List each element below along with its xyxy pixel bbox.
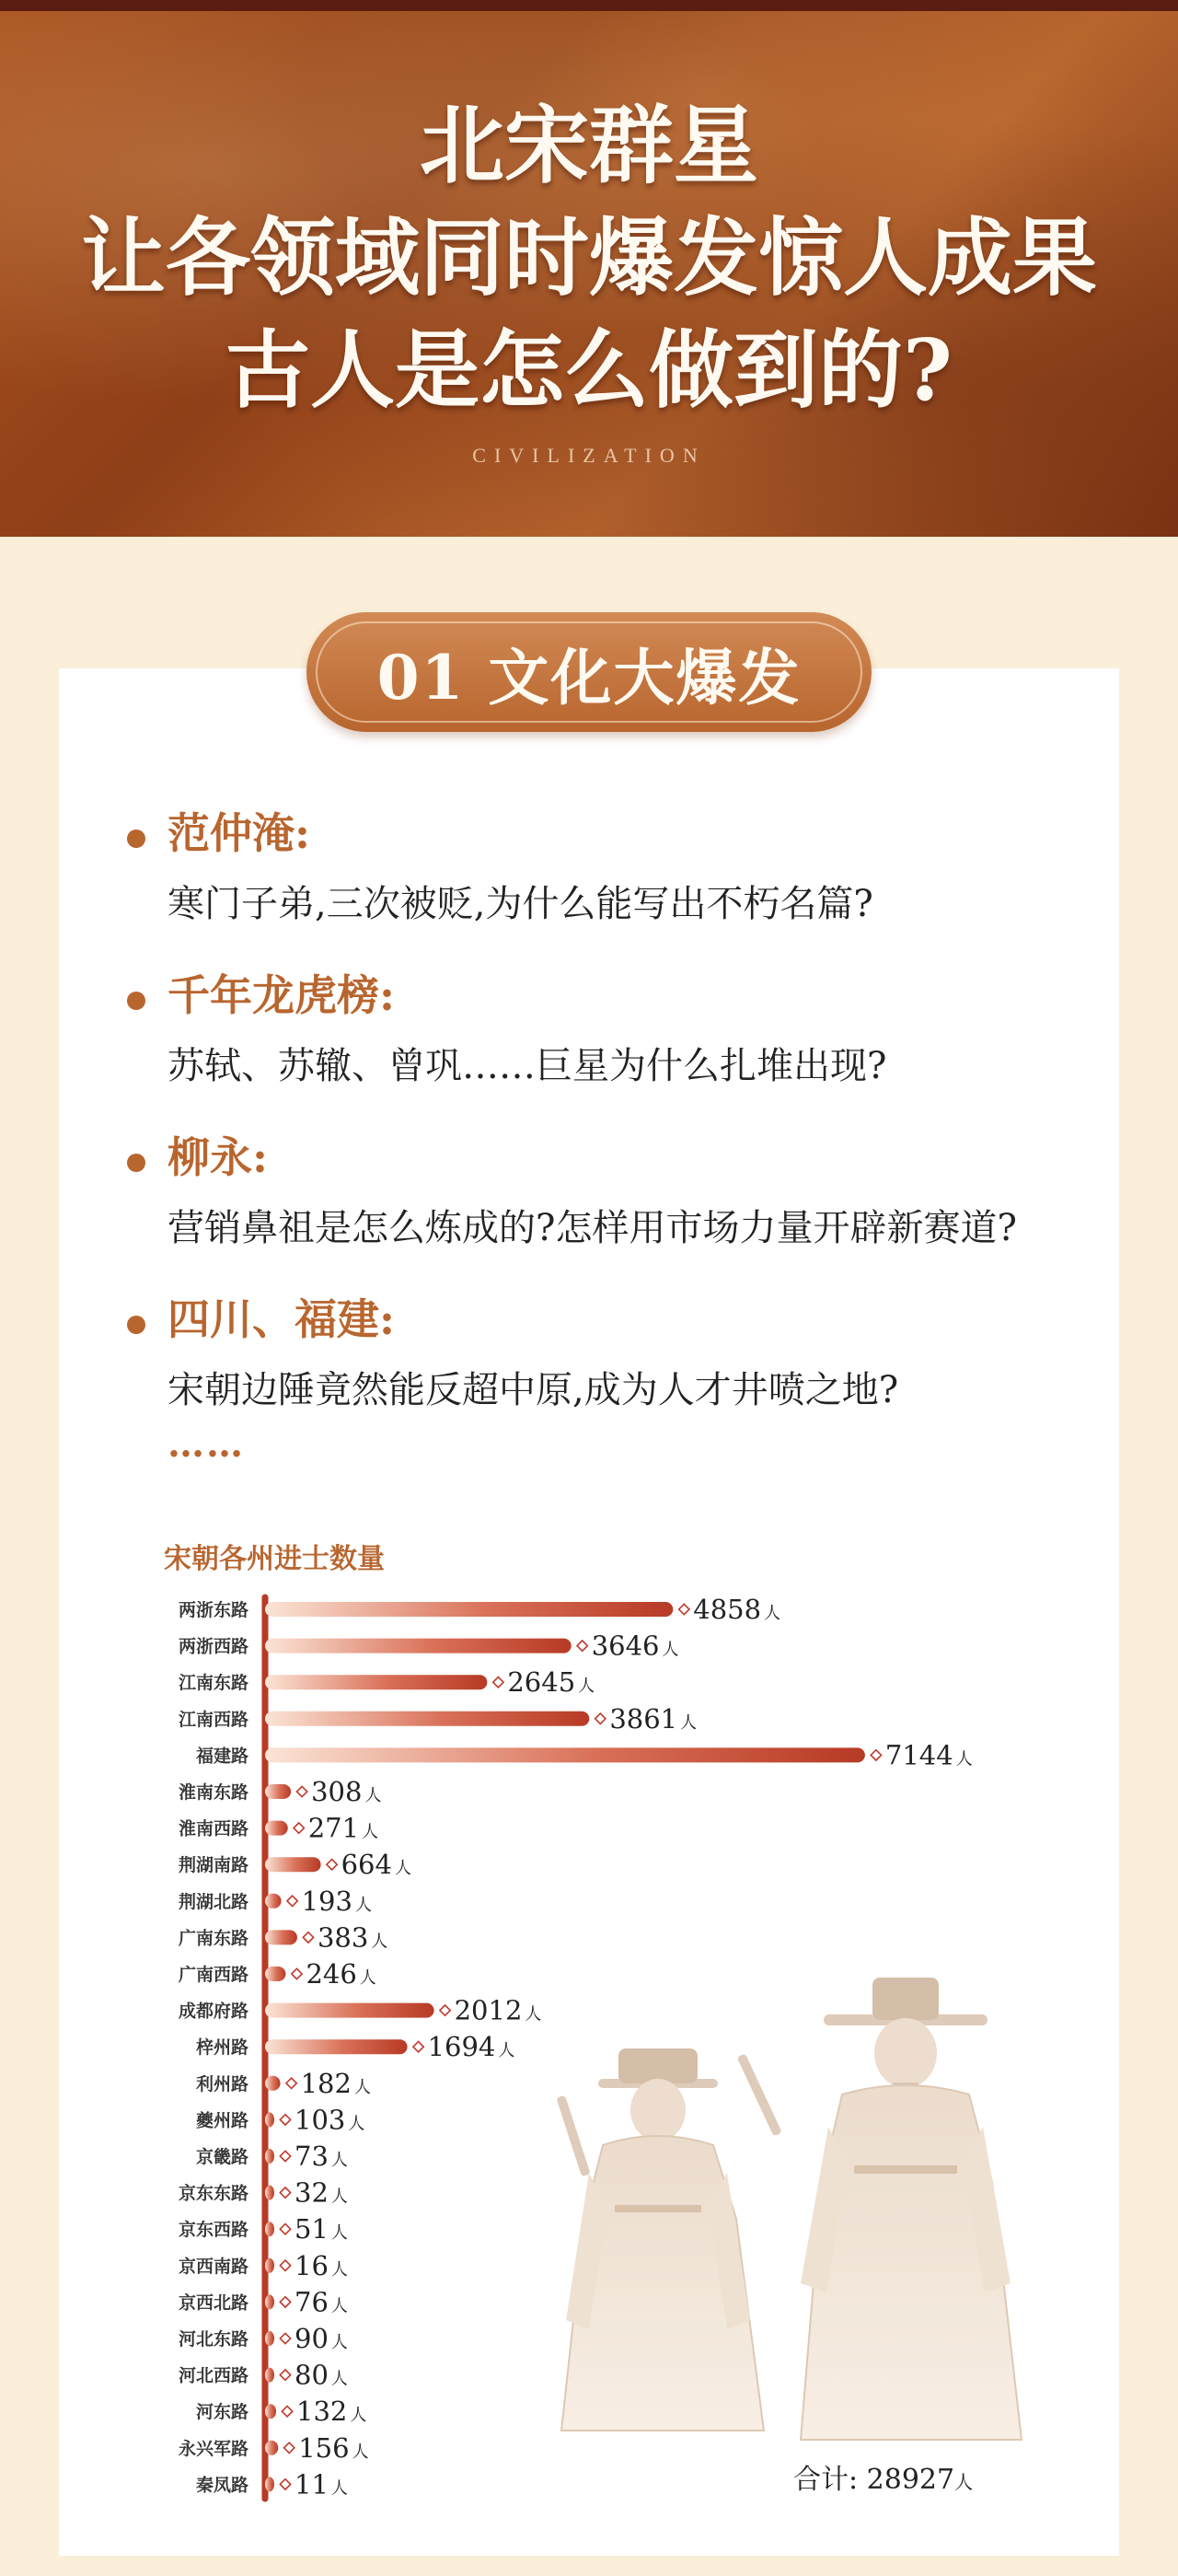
value-diamond-icon xyxy=(871,1750,881,1760)
category-label: 荆湖北路 xyxy=(178,1891,248,1912)
value-diamond-icon xyxy=(595,1713,606,1723)
value-label: 32 人 xyxy=(294,2176,348,2209)
scholar-figures-icon xyxy=(556,1978,1022,2440)
bar xyxy=(265,2477,274,2491)
category-label: 京东西路 xyxy=(178,2220,248,2241)
value-diamond-icon xyxy=(493,1677,503,1688)
bar xyxy=(265,2258,274,2273)
value-label: 1694 人 xyxy=(427,2031,515,2063)
bar xyxy=(265,2331,274,2346)
bar xyxy=(265,2039,408,2054)
value-label: 156 人 xyxy=(298,2431,369,2464)
category-label: 京东东路 xyxy=(178,2183,248,2204)
category-label: 永兴军路 xyxy=(178,2438,248,2459)
total-label: 合计: xyxy=(793,2464,859,2496)
bar xyxy=(265,1747,865,1762)
bar xyxy=(265,1894,282,1909)
category-label: 利州路 xyxy=(195,2073,248,2094)
value-diamond-icon xyxy=(280,2151,290,2161)
hero-title-line-1: 北宋群星 xyxy=(419,96,758,195)
value-label: 80 人 xyxy=(294,2359,348,2391)
value-label: 4858 人 xyxy=(693,1594,781,1625)
category-label: 京西南路 xyxy=(178,2256,248,2277)
category-label: 夔州路 xyxy=(195,2110,248,2131)
item-title: 柳永: xyxy=(167,1132,268,1182)
bar xyxy=(265,2112,274,2127)
category-label: 广南西路 xyxy=(178,1965,248,1985)
bar xyxy=(265,1639,572,1654)
hero-title-line-3: 古人是怎么做到的? xyxy=(225,320,953,420)
item-desc: 寒门子弟,三次被贬,为什么能写出不朽名篇? xyxy=(167,883,873,925)
bar xyxy=(265,1821,288,1836)
value-diamond-icon xyxy=(284,2443,294,2453)
value-diamond-icon xyxy=(280,2224,290,2234)
value-label: 76 人 xyxy=(294,2286,348,2318)
value-label: 182 人 xyxy=(300,2067,371,2099)
value-label: 51 人 xyxy=(294,2213,348,2245)
bar xyxy=(265,2076,281,2091)
category-label: 成都府路 xyxy=(178,2001,248,2022)
bar xyxy=(265,1967,285,1981)
hero-title-line-2: 让各领域同时爆发惊人成果 xyxy=(80,208,1097,307)
category-label: 淮南西路 xyxy=(178,1818,248,1839)
hero-subtitle: CIVILIZATION xyxy=(472,444,706,467)
bar xyxy=(265,1602,673,1617)
value-diamond-icon xyxy=(287,1896,297,1906)
value-diamond-icon xyxy=(294,1823,304,1833)
category-label: 京西北路 xyxy=(178,2292,248,2314)
item-title: 范仲淹: xyxy=(167,808,310,858)
value-label: 2012 人 xyxy=(454,1994,542,2026)
value-diamond-icon xyxy=(286,2078,296,2088)
value-label: 664 人 xyxy=(341,1849,411,1881)
more-ellipsis: …… xyxy=(167,1422,245,1466)
category-label: 江南东路 xyxy=(178,1673,248,1694)
category-label: 淮南东路 xyxy=(178,1782,248,1803)
value-label: 246 人 xyxy=(306,1958,376,1990)
value-diamond-icon xyxy=(282,2407,292,2417)
value-diamond-icon xyxy=(303,1932,313,1943)
item-title: 千年龙虎榜: xyxy=(167,970,395,1020)
value-diamond-icon xyxy=(292,1968,302,1978)
category-label: 秦凤路 xyxy=(195,2475,248,2496)
value-label: 3861 人 xyxy=(609,1702,698,1735)
value-diamond-icon xyxy=(280,2260,290,2270)
category-label: 梓州路 xyxy=(195,2037,248,2059)
bar xyxy=(265,2404,276,2419)
value-diamond-icon xyxy=(280,2115,290,2125)
value-label: 11 人 xyxy=(294,2468,348,2501)
value-diamond-icon xyxy=(577,1641,587,1651)
value-diamond-icon xyxy=(327,1860,337,1870)
bar xyxy=(265,2186,274,2200)
value-label: 73 人 xyxy=(294,2141,348,2172)
value-diamond-icon xyxy=(280,2479,290,2489)
bar xyxy=(265,1930,297,1944)
value-diamond-icon xyxy=(679,1604,689,1614)
value-diamond-icon xyxy=(296,1786,306,1796)
value-diamond-icon xyxy=(280,2297,290,2307)
bar xyxy=(265,1784,291,1799)
value-label: 90 人 xyxy=(294,2323,348,2354)
bar xyxy=(265,2003,434,2018)
total-unit: 人 xyxy=(954,2471,974,2493)
bar xyxy=(265,2294,274,2309)
item-title: 四川、福建: xyxy=(167,1294,395,1344)
item-desc: 宋朝边陲竟然能反超中原,成为人才井喷之地? xyxy=(167,1369,899,1411)
bar xyxy=(265,2368,274,2383)
bar xyxy=(265,1675,487,1689)
chart-title: 宋朝各州进士数量 xyxy=(164,1543,385,1575)
category-label: 京畿路 xyxy=(195,2147,248,2167)
value-label: 308 人 xyxy=(311,1776,382,1807)
category-label: 广南东路 xyxy=(178,1928,248,1949)
value-diamond-icon xyxy=(280,2370,290,2380)
item-desc: 苏轼、苏辙、曾巩……巨星为什么扎堆出现? xyxy=(167,1045,887,1087)
category-label: 两浙东路 xyxy=(178,1600,248,1620)
category-label: 福建路 xyxy=(195,1746,248,1767)
value-label: 132 人 xyxy=(296,2396,367,2428)
bar xyxy=(265,1857,321,1872)
bar xyxy=(265,1712,589,1726)
value-label: 7144 人 xyxy=(884,1739,973,1771)
category-label: 河北东路 xyxy=(178,2329,248,2350)
category-label: 荆湖南路 xyxy=(178,1855,248,1876)
chart-total xyxy=(793,2456,973,2497)
value-diamond-icon xyxy=(440,2005,450,2015)
value-label: 2645 人 xyxy=(507,1666,595,1699)
section-label: 01 文化大爆发 xyxy=(376,641,802,714)
bar xyxy=(265,2441,278,2455)
value-label: 271 人 xyxy=(307,1812,379,1844)
category-label: 江南西路 xyxy=(178,1709,248,1730)
category-label: 河东路 xyxy=(195,2402,248,2423)
value-diamond-icon xyxy=(280,2333,290,2343)
value-label: 3646 人 xyxy=(591,1630,679,1662)
bar xyxy=(265,2149,274,2164)
item-desc: 营销鼻祖是怎么炼成的?怎样用市场力量开辟新赛道? xyxy=(167,1207,1017,1249)
value-label: 383 人 xyxy=(317,1921,388,1954)
category-label: 河北西路 xyxy=(178,2365,248,2386)
value-label: 103 人 xyxy=(294,2104,365,2136)
bar xyxy=(265,2222,274,2236)
value-diamond-icon xyxy=(413,2042,423,2052)
total-value: 28927 xyxy=(866,2464,955,2496)
value-label: 16 人 xyxy=(294,2249,348,2281)
category-label: 两浙西路 xyxy=(178,1636,248,1657)
value-label: 193 人 xyxy=(301,1885,372,1917)
value-diamond-icon xyxy=(280,2187,290,2198)
